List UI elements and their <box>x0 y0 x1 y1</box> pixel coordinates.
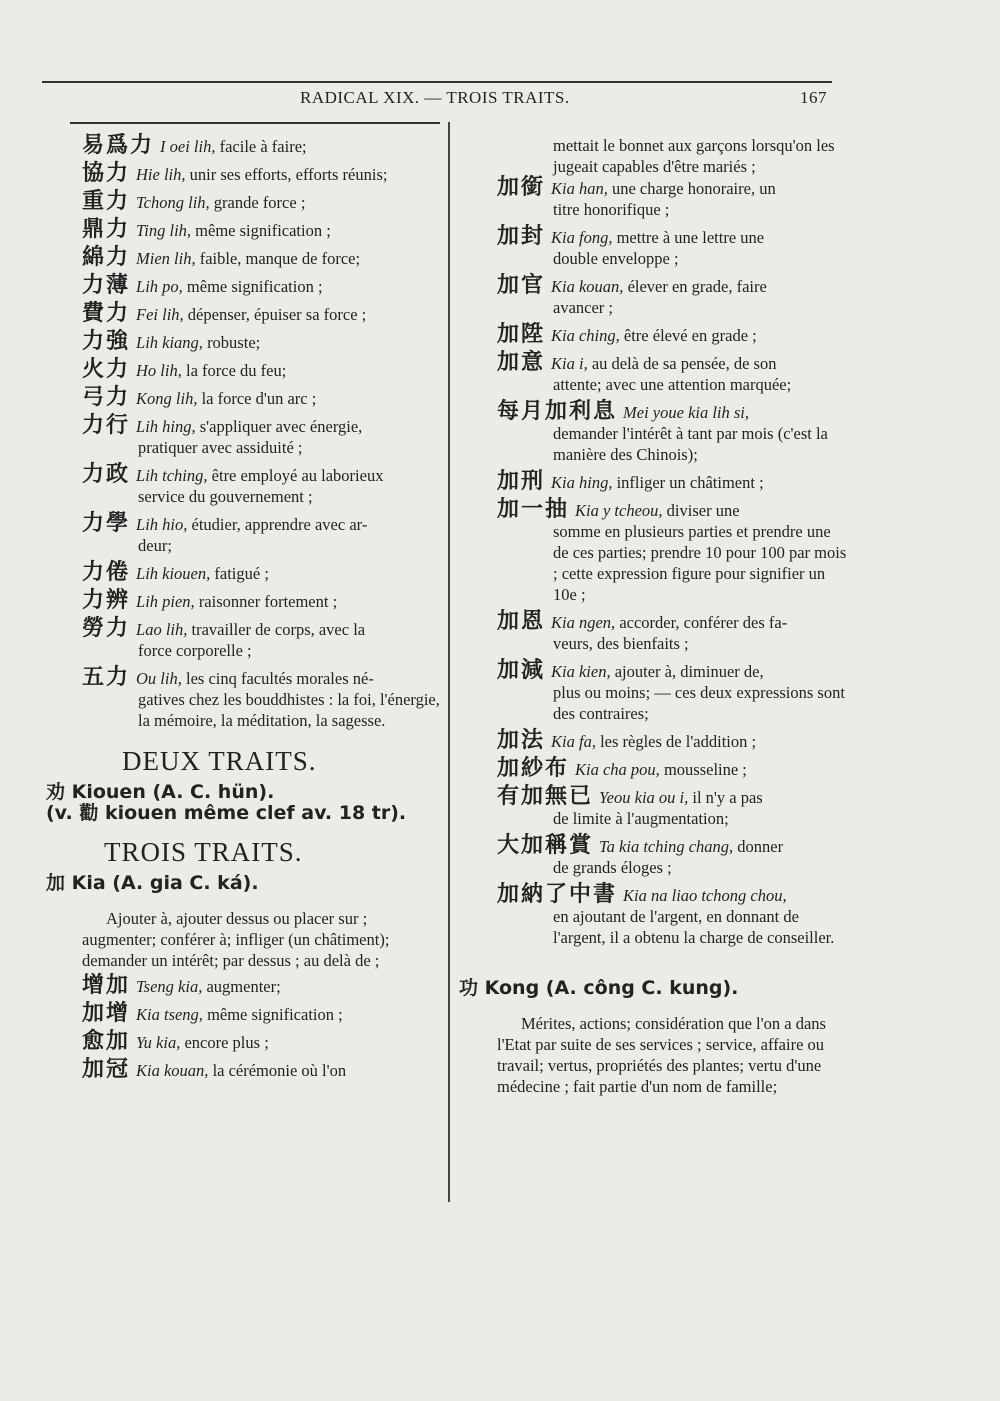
page-number: 167 <box>800 88 827 107</box>
romanization: Lih pien, <box>136 592 195 611</box>
dictionary-entry <box>82 1059 442 1081</box>
dictionary-entry <box>497 275 847 318</box>
romanization: Ou lih, <box>136 669 182 688</box>
romanization: Kia kouan, <box>136 1061 209 1080</box>
chinese-characters: 加恩 <box>497 609 546 634</box>
definition: travailler de corps, avec la <box>187 620 366 639</box>
definition: dépenser, épuiser sa force ; <box>183 305 367 324</box>
chinese-characters: 力行 <box>82 413 131 438</box>
chinese-characters: 勞力 <box>82 616 131 641</box>
romanization: Lih tching, <box>136 466 208 485</box>
trois-traits-heading: TROIS TRAITS. <box>104 837 303 867</box>
dictionary-entry <box>82 135 442 157</box>
dictionary-entry <box>82 163 442 185</box>
right-column <box>459 135 847 1101</box>
definition: s'appliquer avec énergie, <box>195 417 363 436</box>
romanization: Tseng kia, <box>136 977 203 996</box>
kiouen-reference: (v. 勸 kiouen même clef av. 18 tr). <box>46 802 407 824</box>
left-entries <box>82 135 442 731</box>
chinese-characters: 費力 <box>82 301 131 326</box>
dictionary-entry <box>497 758 847 780</box>
chinese-characters: 加銜 <box>497 175 546 200</box>
dictionary-entry <box>497 660 847 724</box>
romanization: Kia fong, <box>551 228 613 247</box>
dictionary-entry <box>82 387 442 409</box>
definition: être élevé en grade ; <box>619 326 757 345</box>
definition-continued: en ajoutant de l'argent, en donnant de l'argent, il a obtenu la charge de conseiller. <box>553 907 835 947</box>
definition-continued: veurs, des bienfaits ; <box>553 634 689 653</box>
definition-continued: de grands éloges ; <box>553 858 672 877</box>
chinese-characters: 協力 <box>82 161 131 186</box>
definition: être employé au laborieux <box>207 466 384 485</box>
dictionary-entry <box>82 590 442 612</box>
chinese-characters: 每月加利息 <box>497 399 618 424</box>
dictionary-entry <box>82 667 442 731</box>
chinese-characters: 加封 <box>497 224 546 249</box>
definition: au delà de sa pensée, de son <box>587 354 777 373</box>
chinese-characters: 加減 <box>497 658 546 683</box>
dictionary-entry <box>82 562 442 584</box>
definition-continued: demander l'intérêt à tant par mois (c'est la manière des Chinois); <box>553 424 828 464</box>
romanization: Lih hing, <box>136 417 196 436</box>
romanization: Kia ching, <box>551 326 620 345</box>
chinese-characters: 大加稱賞 <box>497 833 594 858</box>
chinese-characters: 加冠 <box>82 1057 131 1082</box>
continued-text: mettait le bonnet aux garçons lorsqu'on les jugeait capables d'être mariés ; <box>553 136 835 176</box>
chinese-characters: 火力 <box>82 357 131 382</box>
definition: grande force ; <box>209 193 306 212</box>
definition-continued: somme en plusieurs parties et prendre une de ces parties; prendre 10 pour 100 par mois ; cette expression figure pour signifier un 10e ; <box>553 522 847 604</box>
definition: fatigué ; <box>210 564 269 583</box>
definition-continued: attente; avec une attention marquée; <box>553 375 792 394</box>
definition: infliger un châtiment ; <box>612 473 764 492</box>
dictionary-entry <box>82 331 442 353</box>
chinese-characters: 力辨 <box>82 588 131 613</box>
definition: unir ses efforts, efforts réunis; <box>185 165 388 184</box>
chinese-characters: 五力 <box>82 665 131 690</box>
definition-continued: force corporelle ; <box>138 641 252 660</box>
romanization: Yeou kia ou i, <box>599 788 689 807</box>
definition: faible, manque de force; <box>195 249 361 268</box>
definition-continued: double enveloppe ; <box>553 249 679 268</box>
romanization: Lih kiang, <box>136 333 203 352</box>
kia-entries <box>82 975 442 1081</box>
definition: la cérémonie où l'on <box>208 1061 347 1080</box>
definition-continued: plus ou moins; — ces deux expressions sont des contraires; <box>553 683 845 723</box>
romanization: Lih po, <box>136 277 183 296</box>
chinese-characters: 增加 <box>82 973 131 998</box>
chinese-characters: 加紗布 <box>497 756 570 781</box>
definition: facile à faire; <box>215 137 307 156</box>
romanization: Hie lih, <box>136 165 186 184</box>
dictionary-entry <box>82 415 442 458</box>
chinese-characters: 弓力 <box>82 385 131 410</box>
definition: même signification ; <box>182 277 323 296</box>
definition: mettre à une lettre une <box>612 228 765 247</box>
definition-continued: avancer ; <box>553 298 613 317</box>
definition-continued: de limite à l'augmentation; <box>553 809 729 828</box>
definition: la force d'un arc ; <box>197 389 317 408</box>
definition: accorder, conférer des fa- <box>615 613 788 632</box>
kia-definition: Ajouter à, ajouter dessus ou placer sur ; augmenter; conférer à; infliger (un châtiment); demander un intérêt; par dessus ; au delà de ; <box>82 909 390 970</box>
romanization: Lao lih, <box>136 620 188 639</box>
romanization: I oei lih, <box>160 137 216 156</box>
definition: la force du feu; <box>181 361 287 380</box>
dictionary-entry <box>82 275 442 297</box>
chinese-characters: 力倦 <box>82 560 131 585</box>
chinese-characters: 綿力 <box>82 245 131 270</box>
romanization: Kia tseng, <box>136 1005 203 1024</box>
dictionary-entry <box>497 177 847 220</box>
dictionary-entry <box>497 324 847 346</box>
definition: diviser une <box>662 501 740 520</box>
romanization: Kia cha pou, <box>575 760 660 779</box>
definition: encore plus ; <box>180 1033 269 1052</box>
romanization: Ting lih, <box>136 221 192 240</box>
dictionary-entry <box>82 513 442 556</box>
definition: élever en grade, faire <box>623 277 767 296</box>
romanization: Kia y tcheou, <box>575 501 663 520</box>
dictionary-entry <box>497 352 847 395</box>
chinese-characters: 重力 <box>82 189 131 214</box>
dictionary-entry <box>82 1003 442 1025</box>
dictionary-entry <box>82 618 442 661</box>
romanization: Lih hio, <box>136 515 188 534</box>
dictionary-entry <box>82 464 442 507</box>
definition: même signification ; <box>202 1005 343 1024</box>
romanization: Mien lih, <box>136 249 196 268</box>
left-column <box>46 133 442 1087</box>
deux-traits-heading: DEUX TRAITS. <box>122 746 317 776</box>
dictionary-entry <box>497 471 847 493</box>
dictionary-entry <box>497 730 847 752</box>
dictionary-entry <box>82 219 442 241</box>
romanization: Lih kiouen, <box>136 564 211 583</box>
dictionary-entry <box>497 499 847 605</box>
chinese-characters: 力強 <box>82 329 131 354</box>
dictionary-entry <box>497 835 847 878</box>
dictionary-entry <box>82 1031 442 1053</box>
definition: mousseline ; <box>659 760 747 779</box>
chinese-characters: 加一抽 <box>497 497 570 522</box>
chinese-characters: 力學 <box>82 511 131 536</box>
romanization: Ho lih, <box>136 361 182 380</box>
definition: une charge honoraire, un <box>607 179 776 198</box>
kia-headword: 加 Kia (A. gia C. ká). <box>46 872 259 894</box>
column-divider <box>448 122 450 1202</box>
romanization: Yu kia, <box>136 1033 181 1052</box>
dictionary-entry <box>82 975 442 997</box>
definition-continued: service du gouvernement ; <box>138 487 313 506</box>
romanization: Kia fa, <box>551 732 596 751</box>
romanization: Kia han, <box>551 179 608 198</box>
romanization: Mei youe kia lih si, <box>623 403 750 422</box>
dictionary-entry <box>497 884 847 948</box>
romanization: Kia ngen, <box>551 613 616 632</box>
chinese-characters: 愈加 <box>82 1029 131 1054</box>
romanization: Kia na liao tchong chou, <box>623 886 787 905</box>
chinese-characters: 加增 <box>82 1001 131 1026</box>
chinese-characters: 加納了中書 <box>497 882 618 907</box>
chinese-characters: 加官 <box>497 273 546 298</box>
dictionary-entry <box>497 401 847 465</box>
definition: étudier, apprendre avec ar- <box>187 515 368 534</box>
kiouen-headword: 劝 Kiouen (A. C. hün). <box>46 781 275 803</box>
romanization: Kia kouan, <box>551 277 624 296</box>
definition: donner <box>733 837 784 856</box>
definition-continued: gatives chez les bouddhistes : la foi, l'énergie, la mémoire, la méditation, la sagesse. <box>138 690 440 730</box>
kong-definition: Mérites, actions; considération que l'on a dans l'Etat par suite de ses services ; service, affaire ou travail; vertus, propriétés des plantes; vertu d'une médecine ; fait partie d'un nom de famille; <box>497 1014 826 1096</box>
definition-continued: deur; <box>138 536 172 555</box>
header-rule <box>42 81 832 83</box>
kong-headword: 功 Kong (A. công C. kung). <box>459 977 739 999</box>
definition: ajouter à, diminuer de, <box>610 662 764 681</box>
definition: les cinq facultés morales né- <box>181 669 374 688</box>
chinese-characters: 易爲力 <box>82 133 155 158</box>
definition: robuste; <box>202 333 261 352</box>
romanization: Kia kien, <box>551 662 611 681</box>
chinese-characters: 有加無已 <box>497 784 594 809</box>
chinese-characters: 加陞 <box>497 322 546 347</box>
romanization: Ta kia tching chang, <box>599 837 734 856</box>
chinese-characters: 力薄 <box>82 273 131 298</box>
running-title: RADICAL XIX. — TROIS TRAITS. <box>300 88 570 107</box>
dictionary-entry <box>82 359 442 381</box>
romanization: Fei lih, <box>136 305 184 324</box>
romanization: Kia hing, <box>551 473 613 492</box>
dictionary-entry <box>82 191 442 213</box>
chinese-characters: 力政 <box>82 462 131 487</box>
definition: les règles de l'addition ; <box>595 732 757 751</box>
chinese-characters: 鼎力 <box>82 217 131 242</box>
dictionary-entry <box>497 786 847 829</box>
definition-continued: pratiquer avec assiduité ; <box>138 438 303 457</box>
dictionary-entry <box>497 611 847 654</box>
romanization: Tchong lih, <box>136 193 210 212</box>
right-entries <box>497 177 847 948</box>
chinese-characters: 加刑 <box>497 469 546 494</box>
definition: même signification ; <box>191 221 331 240</box>
definition: il n'y a pas <box>688 788 763 807</box>
definition: raisonner fortement ; <box>194 592 338 611</box>
chinese-characters: 加意 <box>497 350 546 375</box>
definition: augmenter; <box>202 977 281 996</box>
chinese-characters: 加法 <box>497 728 546 753</box>
definition-continued: titre honorifique ; <box>553 200 670 219</box>
left-column-rule <box>70 122 440 124</box>
romanization: Kong lih, <box>136 389 198 408</box>
dictionary-entry <box>497 226 847 269</box>
dictionary-entry <box>82 247 442 269</box>
romanization: Kia i, <box>551 354 588 373</box>
dictionary-entry <box>82 303 442 325</box>
